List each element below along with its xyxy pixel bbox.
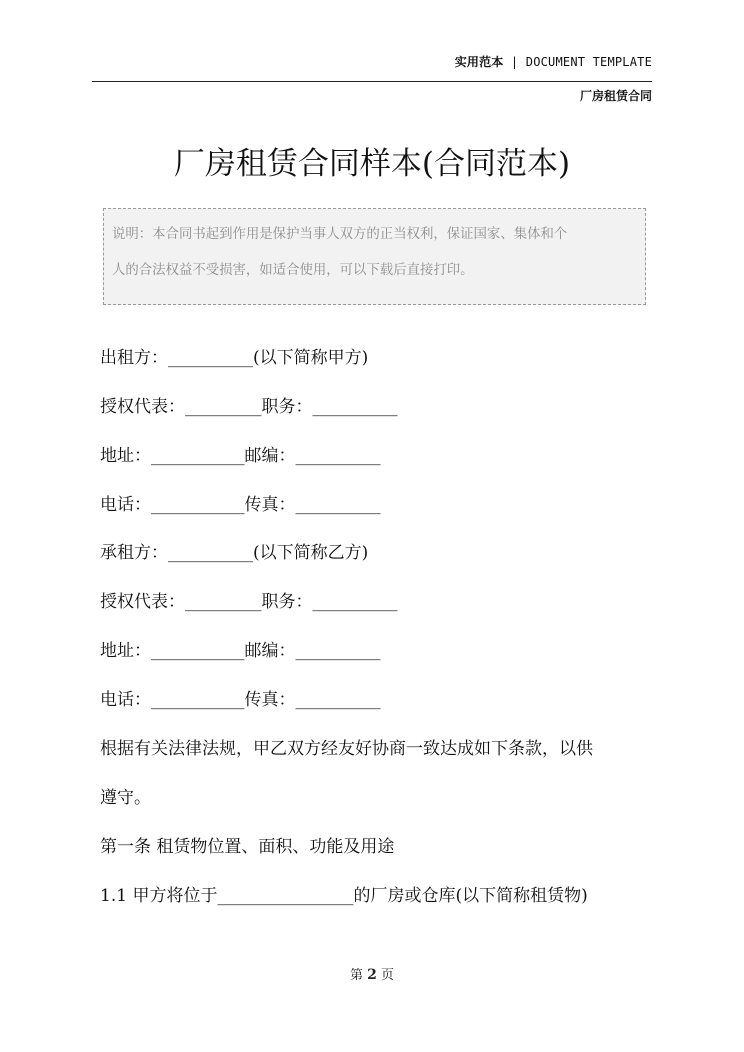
lessor-address-line: 地址：___________邮编：__________	[100, 446, 381, 466]
lessee-representative-line: 授权代表：_________职务：__________	[100, 592, 398, 612]
lessor-representative-line: 授权代表：_________职务：__________	[100, 397, 398, 417]
lessor-line: 出租方：__________(以下简称甲方)	[100, 348, 369, 368]
lessee-address-line: 地址：___________邮编：__________	[100, 641, 381, 661]
notice-box	[103, 208, 646, 305]
header-category-line	[455, 53, 652, 70]
header-divider	[92, 81, 652, 82]
notice-line-1: 说明：本合同书起到作用是保护当事人双方的正当权利，保证国家、集体和个	[112, 227, 568, 242]
preamble-line-2: 遵守。	[100, 788, 151, 808]
header-category: 实用范本	[454, 55, 504, 69]
document-title: 厂房租赁合同样本(合同范本)	[173, 146, 571, 182]
page-footer	[0, 964, 744, 983]
notice-line-2: 人的合法权益不受损害，如适合使用，可以下载后直接打印。	[112, 263, 474, 278]
lessor-phone-line: 电话：___________传真：__________	[100, 495, 381, 515]
header-separator: |	[503, 55, 526, 69]
footer-suffix: 页	[381, 968, 395, 983]
clause-1-1: 1.1 甲方将位于________________的厂房或仓库(以下简称租赁物)	[100, 886, 588, 906]
lessee-line: 承租方：__________(以下简称乙方)	[100, 543, 369, 563]
article-1-heading: 第一条 租赁物位置、面积、功能及用途	[100, 837, 395, 857]
header-template-label: DOCUMENT TEMPLATE	[525, 55, 652, 69]
page-number: 2	[367, 967, 377, 983]
footer-prefix: 第	[349, 968, 363, 983]
header-doc-name: 厂房租赁合同	[579, 89, 652, 103]
lessee-phone-line: 电话：___________传真：__________	[100, 690, 381, 710]
preamble-line-1: 根据有关法律法规，甲乙双方经友好协商一致达成如下条款，以供	[100, 739, 593, 759]
